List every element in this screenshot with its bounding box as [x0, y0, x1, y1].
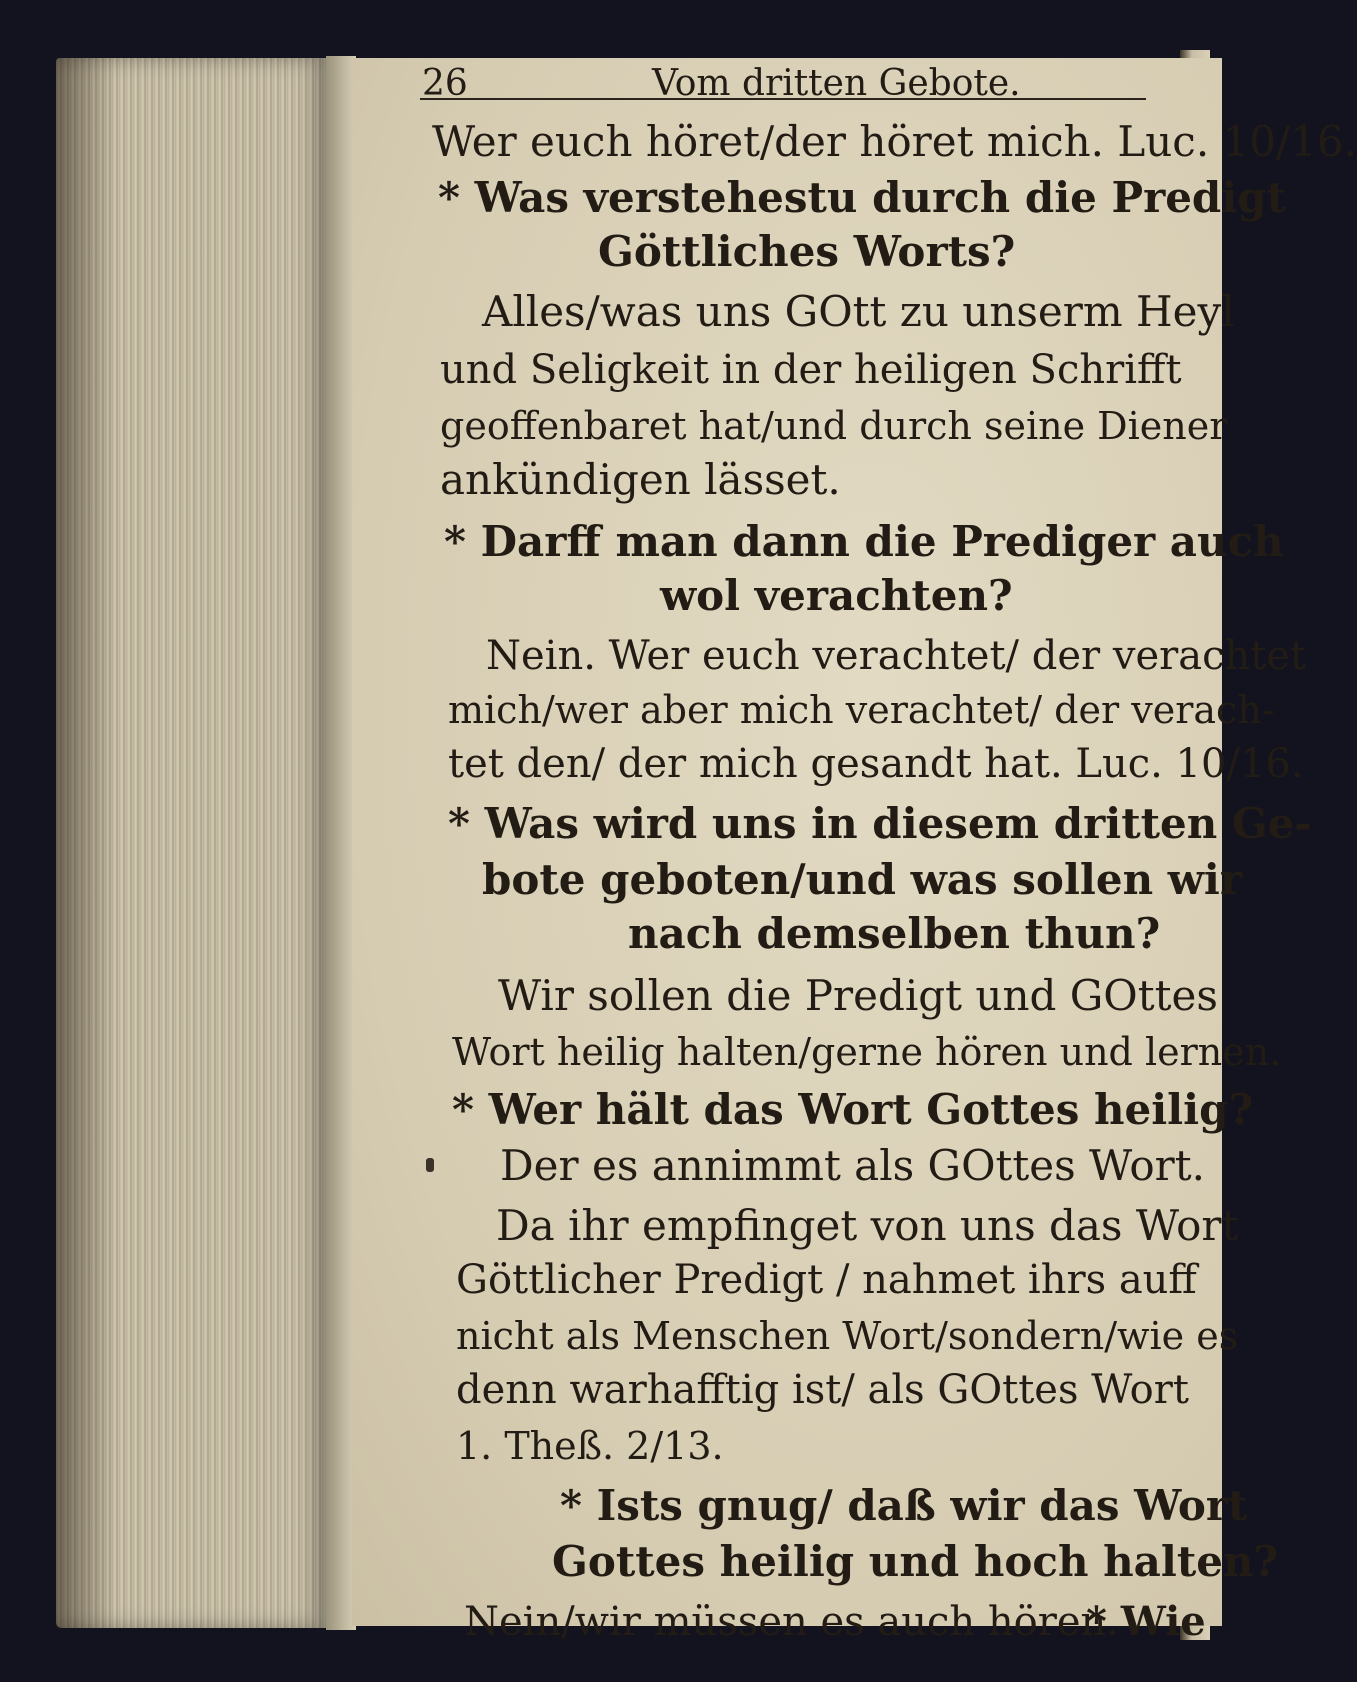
question-line: * Wer hält das Wort Gottes heilig? [452, 1085, 1254, 1134]
question-line: * Was verstehestu durch die Predigt [438, 173, 1287, 222]
question-line: nach demselben thun? [628, 909, 1161, 958]
question-line: wol verachten? [660, 571, 1013, 620]
text-line: 1. Theß. 2/13. [456, 1424, 724, 1468]
text-line: Alles/was uns GOtt zu unserm Heyl [482, 287, 1235, 336]
question-line: bote geboten/und was sollen wir [482, 855, 1242, 904]
text-line: denn warhafftig ist/ als GOttes Wort [456, 1367, 1189, 1413]
text-line: Nein/wir müssen es auch hören. [464, 1599, 1119, 1645]
running-title: Vom dritten Gebote. [652, 63, 1021, 104]
catchword: * Wie [1086, 1598, 1206, 1645]
question-line: Gottes heilig und hoch halten? [552, 1537, 1279, 1586]
text-line: und Seligkeit in der heiligen Schrifft [440, 347, 1182, 393]
page-edges [56, 58, 326, 1628]
question-line: * Was wird uns in diesem dritten Ge- [448, 799, 1312, 848]
question-line: Göttliches Worts? [598, 227, 1016, 276]
book-page [352, 58, 1357, 1645]
text-line: Da ihr empfinget von uns das Wort [496, 1201, 1239, 1250]
text-line: tet den/ der mich gesandt hat. Luc. 10/16. [448, 741, 1304, 787]
text-line: Nein. Wer euch verachtet/ der verachtet [486, 633, 1307, 679]
text-line: Wort heilig halten/gerne hören und lernen. [452, 1030, 1282, 1074]
text-line: Göttlicher Predigt / nahmet ihrs auff [456, 1257, 1197, 1303]
text-line: Wer euch höret/der höret mich. Luc. 10/16. [432, 117, 1357, 166]
text-line: ankündigen lässet. [440, 455, 841, 504]
question-line: * Darff man dann die Prediger auch [444, 517, 1284, 566]
text-line: mich/wer aber mich verachtet/ der verach- [448, 688, 1275, 732]
text-line: geoffenbaret hat/und durch seine Diener [440, 404, 1228, 448]
text-line: nicht als Menschen Wort/sondern/wie es [456, 1314, 1239, 1358]
text-line: Der es annimmt als GOttes Wort. [500, 1141, 1205, 1190]
book [56, 50, 1357, 1645]
ink-smudge [426, 1158, 434, 1172]
page-number: 26 [422, 63, 468, 104]
text-line: Wir sollen die Predigt und GOttes [498, 971, 1218, 1020]
question-line: * Ists gnug/ daß wir das Wort [560, 1481, 1248, 1530]
